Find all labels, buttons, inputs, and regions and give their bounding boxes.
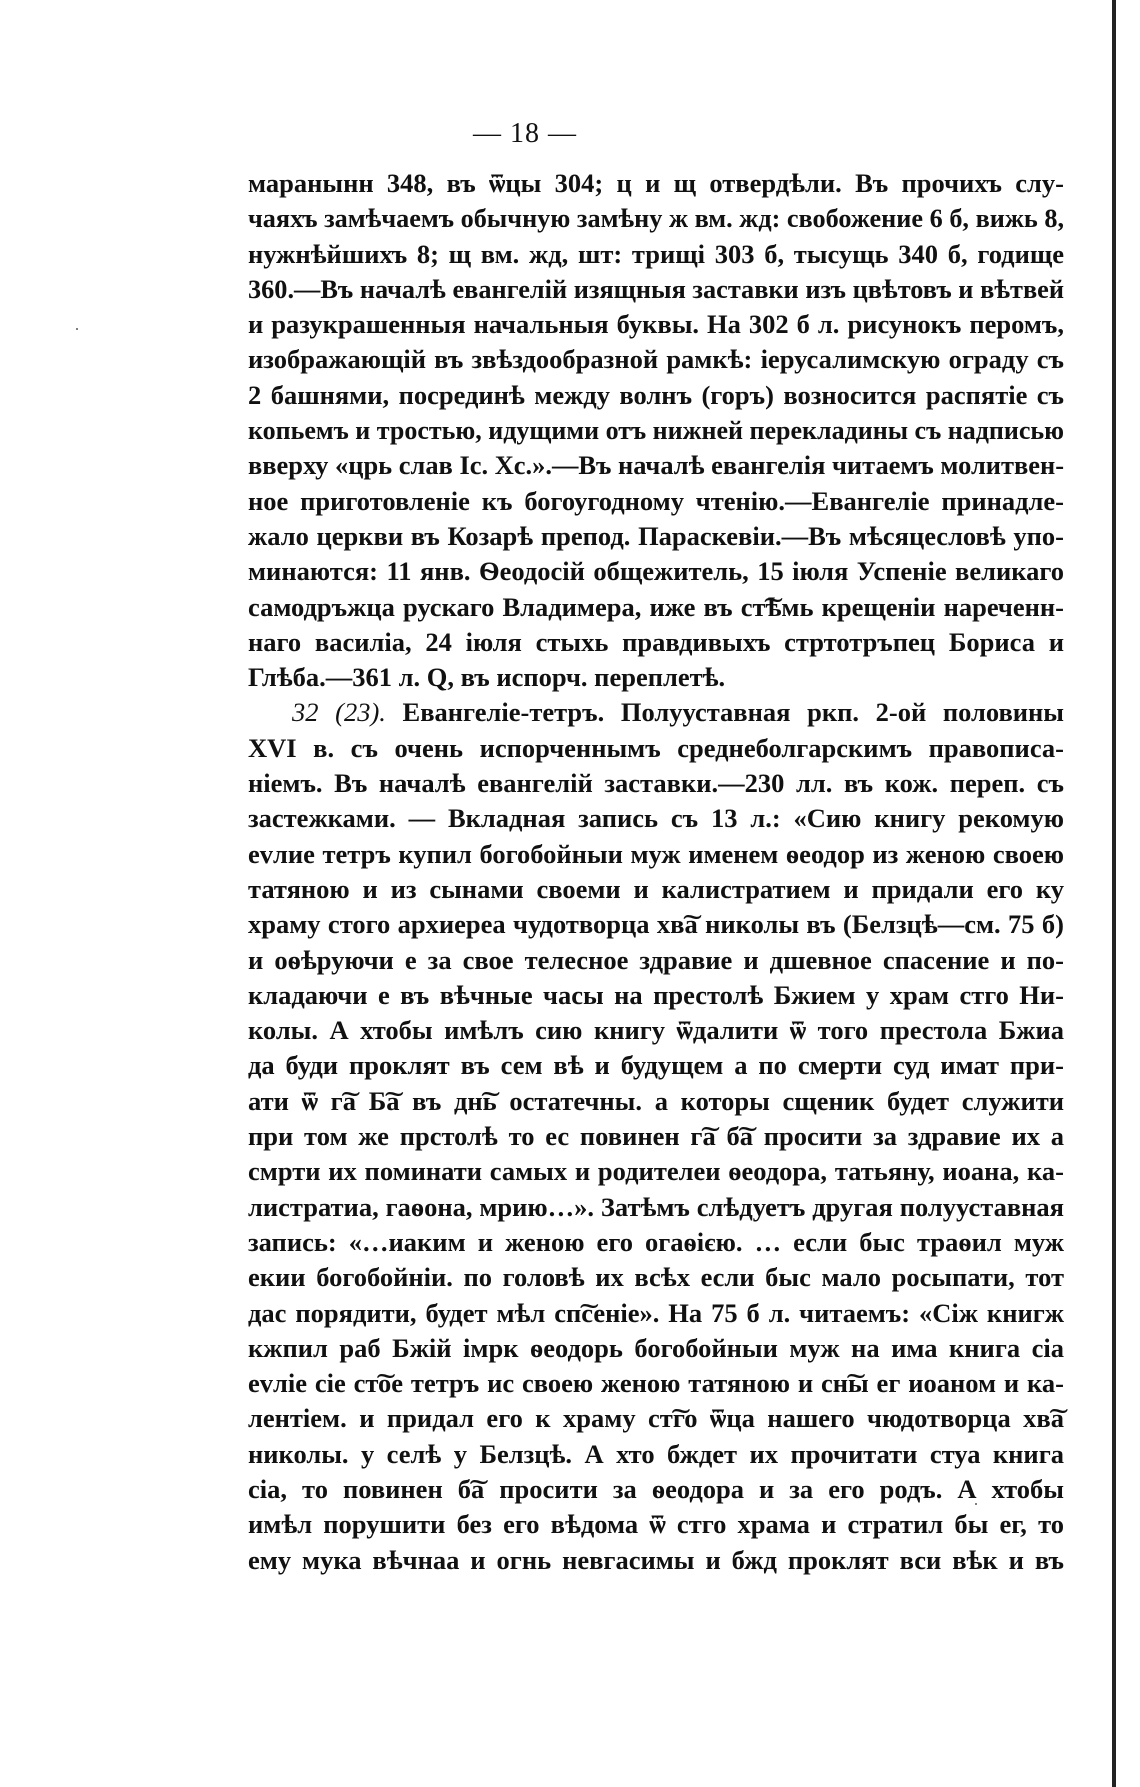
- text-line: самодръжца рускаго Владимера, иже въ ст͠ѣмь крещеніи нареченн-: [248, 591, 1064, 622]
- text-line: жало церкви въ Козарѣ препод. Параскевіи.—Въ мѣсяцесловѣ упо-: [248, 520, 1064, 551]
- text-line: лентіем. и придал его к храму ст͠го ѿца нашего чюдотворца хв͠а: [248, 1403, 1064, 1434]
- text-line: ати ѿ г͠а Б͠а въ дн͠ь остатечны. а которы сщеник будет служити: [248, 1085, 1064, 1116]
- text-line: запись: «…иаким и женою его огаѳією. … если быс траѳил муж: [248, 1226, 1064, 1257]
- entry-heading-line: [248, 695, 1064, 730]
- text-line: николы. у селѣ у Белзцѣ. А хто бждет их прочитати стуа книга: [248, 1438, 1064, 1469]
- text-line: ное приготовленіе къ богоугодному чтенію.—Евангеліе принадле-: [248, 485, 1064, 516]
- page-edge: [1112, 0, 1116, 1787]
- text-line: ніемъ. Въ началѣ евангелій заставки.—230 лл. въ кож. переп. съ: [248, 768, 1064, 799]
- body-text: [248, 166, 1064, 1578]
- text-line: копьемъ и тростью, идущими отъ нижней перекладины съ надписью: [248, 416, 1064, 446]
- scan-speck: [76, 328, 78, 330]
- text-line: 360.—Въ началѣ евангелій изящныя заставки изъ цвѣтовъ и вѣтвей: [248, 274, 1064, 304]
- text-line: листратиа, гаѳона, мрию…». Затѣмъ слѣдуетъ другая полууставная: [248, 1191, 1064, 1222]
- text-line: храму стого архиереа чудотворца хв͠а николы въ (Белзцѣ—см. 75 б): [248, 909, 1064, 940]
- text-line: маранынн 348, въ ѿцы 304; ц и щ отвердѣли. Въ прочихъ слу-: [248, 168, 1064, 198]
- text-line: екии богобойніи. по головѣ их всѣх если быс мало росыпати, тот: [248, 1262, 1064, 1293]
- text-line: кжпил раб Бжій імрк ѳеодорь богобойныи муж на има книга сіа: [248, 1332, 1064, 1363]
- text-line: чаяхъ замѣчаемъ обычную замѣну ж вм. жд: свобожение 6 б, вижь 8,: [248, 204, 1064, 234]
- text-line: XVI в. съ очень испорченнымъ среднеболгарскимъ правописа-: [248, 732, 1064, 763]
- entry-title: Евангеліе-тетръ. Полууставная ркп. 2-ой половины: [402, 697, 1065, 728]
- text-line: ему мука вѣчнаа и огнь невгасимы и бжд проклят вси вѣк и въ: [248, 1544, 1064, 1575]
- text-line: изображающій въ звѣздообразной рамкѣ: іерусалимскую ограду съ: [248, 344, 1064, 375]
- text-line: дас порядити, будет мѣл сп͠сеніе». На 75 б л. читаемъ: «Сіж книгж: [248, 1297, 1064, 1328]
- text-line: да буди проклят въ сем вѣ и будущем а по смерти суд имат при-: [248, 1050, 1064, 1081]
- text-line: и разукрашенныя начальныя буквы. На 302 б л. рисунокъ перомъ,: [248, 309, 1064, 340]
- text-line: и оѳѣруючи е за свое телесное здравие и дшевное спасение и по-: [248, 944, 1064, 975]
- text-line: Глѣба.—361 л. Q, въ испорч. переплетѣ.: [248, 662, 726, 693]
- text-line: наго василіа, 24 іюля стыхь правдивыхъ стртотръпец Бориса и: [248, 626, 1064, 657]
- text-line: татяною и из сынами своеми и калистратием и придали его ку: [248, 873, 1064, 904]
- text-line: имѣл порушити без его вѣдома ѿ стго храма и стратил бы ег, то: [248, 1509, 1064, 1540]
- text-line: смрти их поминати самых и родителеи ѳеодора, татьяну, иоана, ка-: [248, 1156, 1064, 1187]
- text-line: еvлие тетръ купил богобойныи муж именем ѳеодор из женою своею: [248, 838, 1064, 869]
- text-line: нужнѣйшихъ 8; щ вм. жд, шт: трищі 303 б, тысущь 340 б, годище: [248, 238, 1064, 269]
- text-line: минаются: 11 янв. Ѳеодосій общежитель, 15 іюля Успеніе великаго: [248, 556, 1064, 587]
- text-line: 2 башнями, посрединѣ между волнъ (горъ) возносится распятіе съ: [248, 379, 1064, 410]
- text-line: колы. А хтобы имѣлъ сию книгу ѿдалити ѿ того престола Бжиа: [248, 1015, 1064, 1046]
- text-line: кладаючи е въ вѣчные часы на престолѣ Бжием у храм стго Ни-: [248, 979, 1064, 1010]
- entry-reference: 32 (23).: [292, 697, 386, 728]
- text-line: вверху «црь слав Іс. Хс.».—Въ началѣ евангелія читаемъ молитвен-: [248, 450, 1064, 481]
- text-line: застежками. — Вкладная запись съ 13 л.: «Сию книгу рекомую: [248, 803, 1064, 834]
- text-line: сіа, то повинен б͠а просити за ѳеодора и за его родъ. А хтобы: [248, 1473, 1064, 1504]
- text-line: еvліе сіе ст͠ое тетръ ис своею женою татяною и сн͠ы ег иоаном и ка-: [248, 1368, 1064, 1399]
- text-line: при том же прстолѣ то ес повинен г͠а б͠а просити за здравие их а: [248, 1121, 1064, 1152]
- page-number: — 18 —: [473, 118, 577, 149]
